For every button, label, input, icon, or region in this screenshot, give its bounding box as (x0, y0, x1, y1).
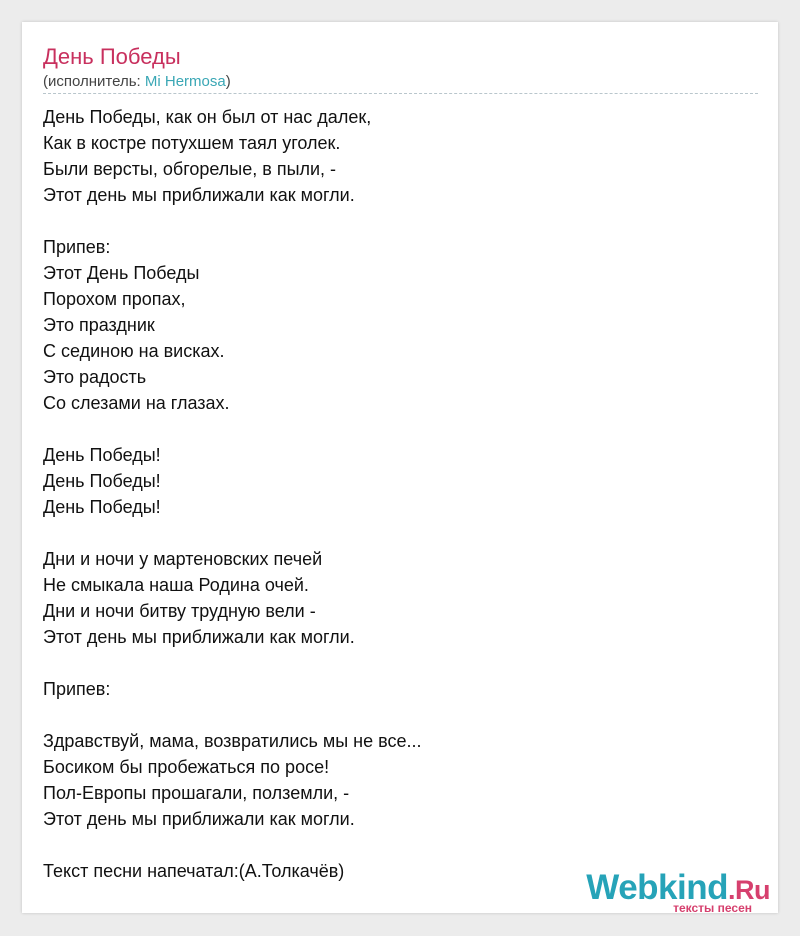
stanza-gap (43, 650, 743, 676)
lyric-line: Пол-Европы прошагали, полземли, - (43, 783, 350, 803)
lyric-line: Дни и ночи у мартеновских печей (43, 549, 323, 569)
song-title: День Победы (43, 44, 181, 69)
watermark-name: Webkind (586, 868, 728, 907)
lyrics-credit: Текст песни напечатал:(А.Толкачёв) (43, 861, 345, 881)
watermark-tld: .Ru (728, 875, 770, 905)
lyric-line: День Победы! (43, 497, 161, 517)
stanza-gap (43, 520, 743, 546)
lyric-line: Как в костре потухшем таял уголек. (43, 133, 341, 153)
lyric-line: Припев: (43, 679, 111, 699)
stanza-gap (43, 416, 743, 442)
lyric-line: Этот день мы приближали как могли. (43, 185, 355, 205)
lyric-line: Это радость (43, 367, 147, 387)
lyric-line: День Победы, как он был от нас далек, (43, 107, 372, 127)
lyric-line: Здравствуй, мама, возвратились мы не все... (43, 731, 422, 751)
lyrics-card (22, 22, 778, 913)
lyric-line: Со слезами на глазах. (43, 393, 230, 413)
lyric-line: Припев: (43, 237, 111, 257)
artist-suffix: ) (225, 73, 231, 90)
lyric-line: С сединою на висках. (43, 341, 225, 361)
lyric-line: Были версты, обгорелые, в пыли, - (43, 159, 337, 179)
lyric-line: Этот день мы приближали как могли. (43, 627, 355, 647)
stanza-gap (43, 208, 743, 234)
artist-line (43, 73, 231, 91)
stanza-gap (43, 702, 743, 728)
lyric-line: Этот день мы приближали как могли. (43, 809, 355, 829)
lyric-line: День Победы! (43, 471, 161, 491)
lyric-line: Дни и ночи битву трудную вели - (43, 601, 316, 621)
webkind-watermark (570, 869, 770, 913)
artist-link[interactable]: Mi Hermosa (144, 73, 226, 90)
lyric-line: День Победы! (43, 445, 161, 465)
lyric-line: Порохом пропах, (43, 289, 186, 309)
lyric-line: Не смыкала наша Родина очей. (43, 575, 309, 595)
title-divider (43, 93, 758, 94)
artist-prefix: (исполнитель: (43, 73, 145, 90)
lyric-line: Это праздник (43, 315, 155, 335)
lyrics-body (43, 104, 743, 832)
lyric-line: Этот День Победы (43, 263, 200, 283)
lyric-line: Босиком бы пробежаться по росе! (43, 757, 330, 777)
watermark-tagline: тексты песен (673, 901, 752, 915)
